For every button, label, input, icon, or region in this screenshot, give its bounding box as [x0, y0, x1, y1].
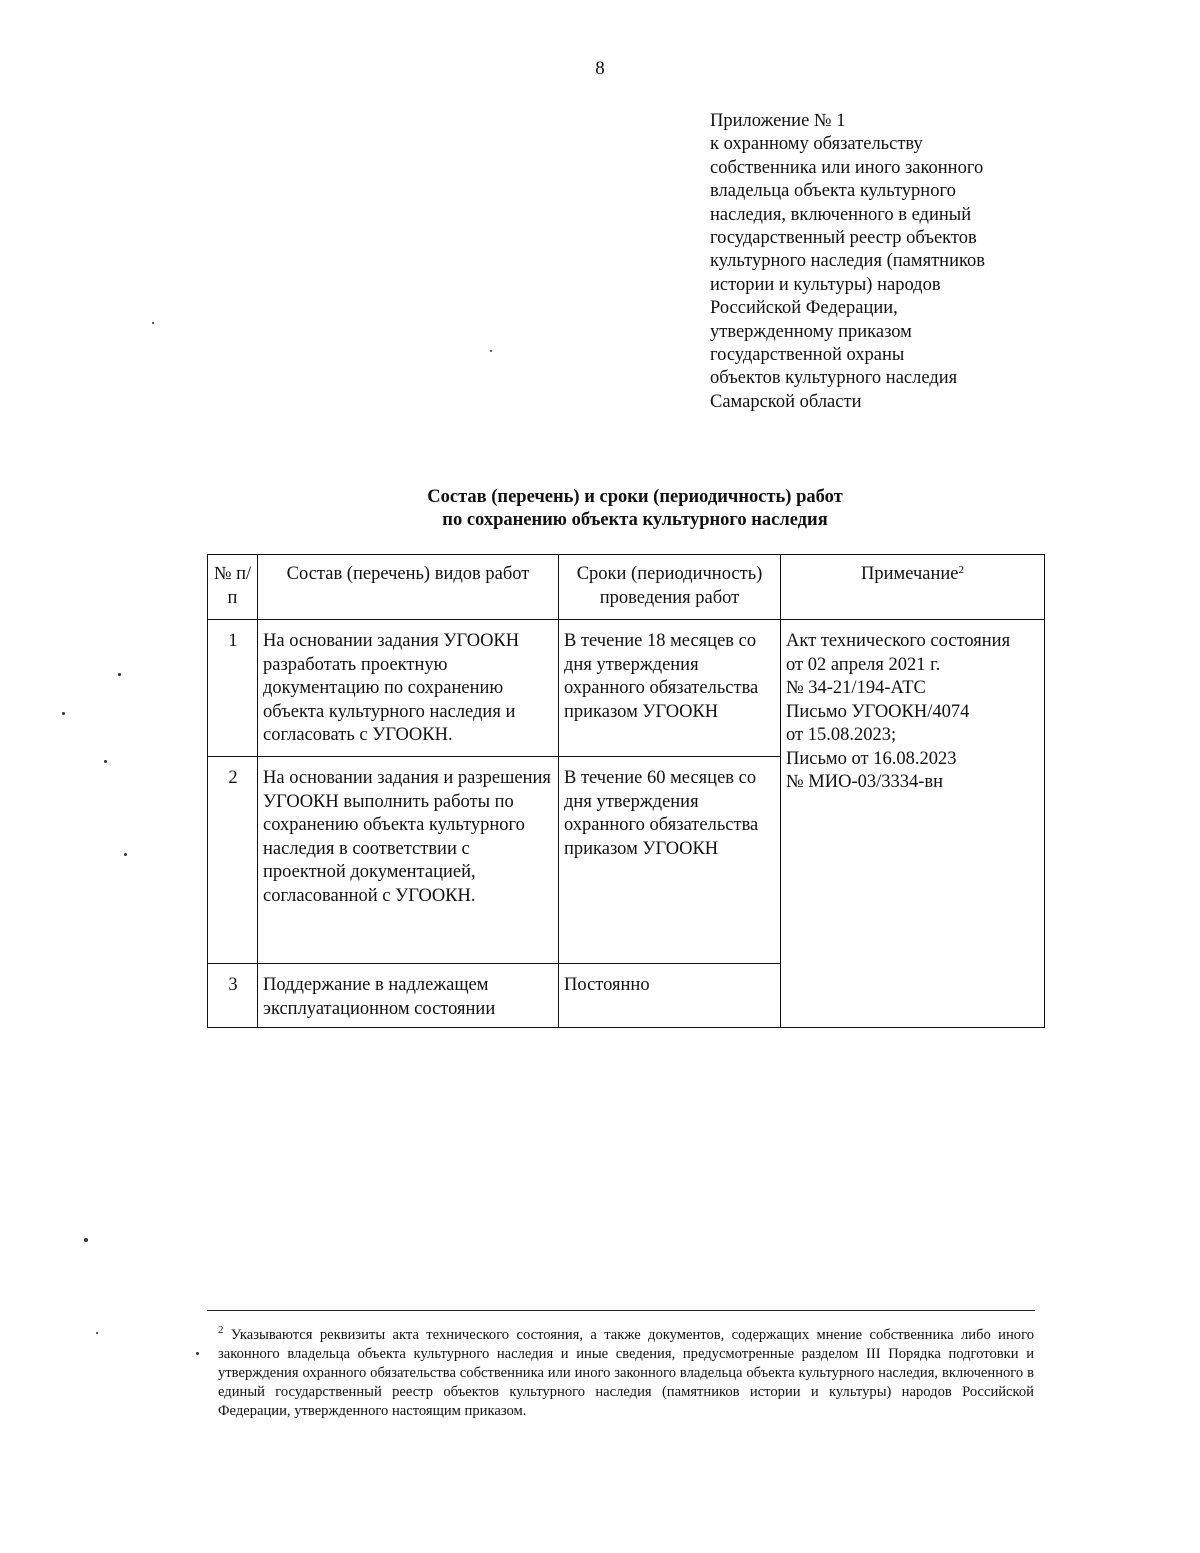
row-works: Поддержание в надлежащем эксплуатационном состоянии — [258, 964, 559, 1028]
appendix-line: объектов культурного наследия — [710, 368, 958, 389]
scan-speck — [118, 673, 121, 676]
scan-speck — [104, 760, 107, 763]
appendix-line: истории и культуры) народов — [710, 274, 941, 295]
scan-speck — [196, 1352, 199, 1355]
table-header-row — [208, 555, 1045, 620]
scan-speck — [84, 1238, 88, 1242]
appendix-line: культурного наследия (памятников — [710, 251, 985, 272]
note-line: от 02 апреля 2021 г. — [786, 654, 941, 675]
row-num: 3 — [208, 964, 258, 1028]
appendix-line: утвержденному приказом — [710, 321, 912, 342]
appendix-line: Российской Федерации, — [710, 298, 898, 319]
appendix-line: к охранному обязательству — [710, 134, 923, 155]
row-note — [781, 620, 1045, 1028]
footnote-text: Указываются реквизиты акта технического состояния, а также документов, содержащих мнение собственника либо иного законного владельца объекта культурного наследия и иные сведения, предусмотренные разделом III Порядка подготовки и утверждения охранного обязательства собственника или иного законного владельца объекта культурного наследия, включенного в единый государственный реестр объектов культурного наследия (памятников истории и культуры) народов Российской Федерации, утвержденного настоящим приказом. — [218, 1327, 1034, 1419]
scan-speck — [490, 350, 492, 352]
note-line: от 15.08.2023; — [786, 725, 897, 745]
appendix-line: государственный реестр объектов — [710, 228, 977, 249]
row-terms: В течение 18 месяцев со дня утверждения охранного обязательства приказом УГООКН — [559, 620, 781, 757]
header-note-label: Примечание — [861, 564, 959, 584]
scan-speck — [62, 712, 65, 715]
header-note — [781, 555, 1045, 620]
title-line: по сохранению объекта культурного наследия — [442, 510, 828, 530]
appendix-line: владельца объекта культурного — [710, 181, 956, 202]
header-works: Состав (перечень) видов работ — [258, 555, 559, 620]
scan-speck — [124, 853, 127, 856]
footnote-ref: 2 — [958, 564, 964, 576]
header-terms: Сроки (периодичность) проведения работ — [559, 555, 781, 620]
note-line: № МИО-03/3334-вн — [786, 772, 944, 792]
title-line: Состав (перечень) и сроки (периодичность) работ — [427, 487, 843, 507]
row-num: 2 — [208, 757, 258, 964]
footnote — [218, 1326, 1034, 1421]
table-row — [208, 620, 1045, 757]
note-line: Письмо УГООКН/4074 — [786, 701, 970, 722]
appendix-line: собственника или иного законного — [710, 157, 984, 178]
appendix-header — [710, 110, 1070, 414]
row-works: На основании задания и разрешения УГООКН выполнить работы по сохранению объекта культурного наследия в соответствии с проектной документацией, согласованной с УГООКН. — [258, 757, 559, 964]
footnote-separator — [207, 1310, 1035, 1311]
note-line: № 34-21/194-АТС — [786, 678, 926, 698]
row-works: На основании задания УГООКН разработать проектную документацию по сохранению объекта культурного наследия и согласовать с УГООКН. — [258, 620, 559, 757]
row-terms: В течение 60 месяцев со дня утверждения охранного обязательства приказом УГООКН — [559, 757, 781, 964]
note-line: Акт технического состояния — [786, 631, 1011, 651]
page-number: 8 — [595, 58, 605, 79]
footnote-marker: 2 — [218, 1324, 224, 1336]
scan-speck — [152, 322, 154, 324]
appendix-line: государственной охраны — [710, 345, 905, 366]
appendix-line: наследия, включенного в единый — [710, 204, 972, 225]
row-num: 1 — [208, 620, 258, 757]
appendix-line: Приложение № 1 — [710, 111, 846, 131]
document-title — [200, 486, 1070, 532]
scan-speck — [96, 1332, 98, 1334]
row-terms: Постоянно — [559, 964, 781, 1028]
note-line: Письмо от 16.08.2023 — [786, 748, 957, 769]
works-table — [207, 554, 1045, 1028]
appendix-line: Самарской области — [710, 391, 862, 412]
header-num: № п/п — [208, 555, 258, 620]
